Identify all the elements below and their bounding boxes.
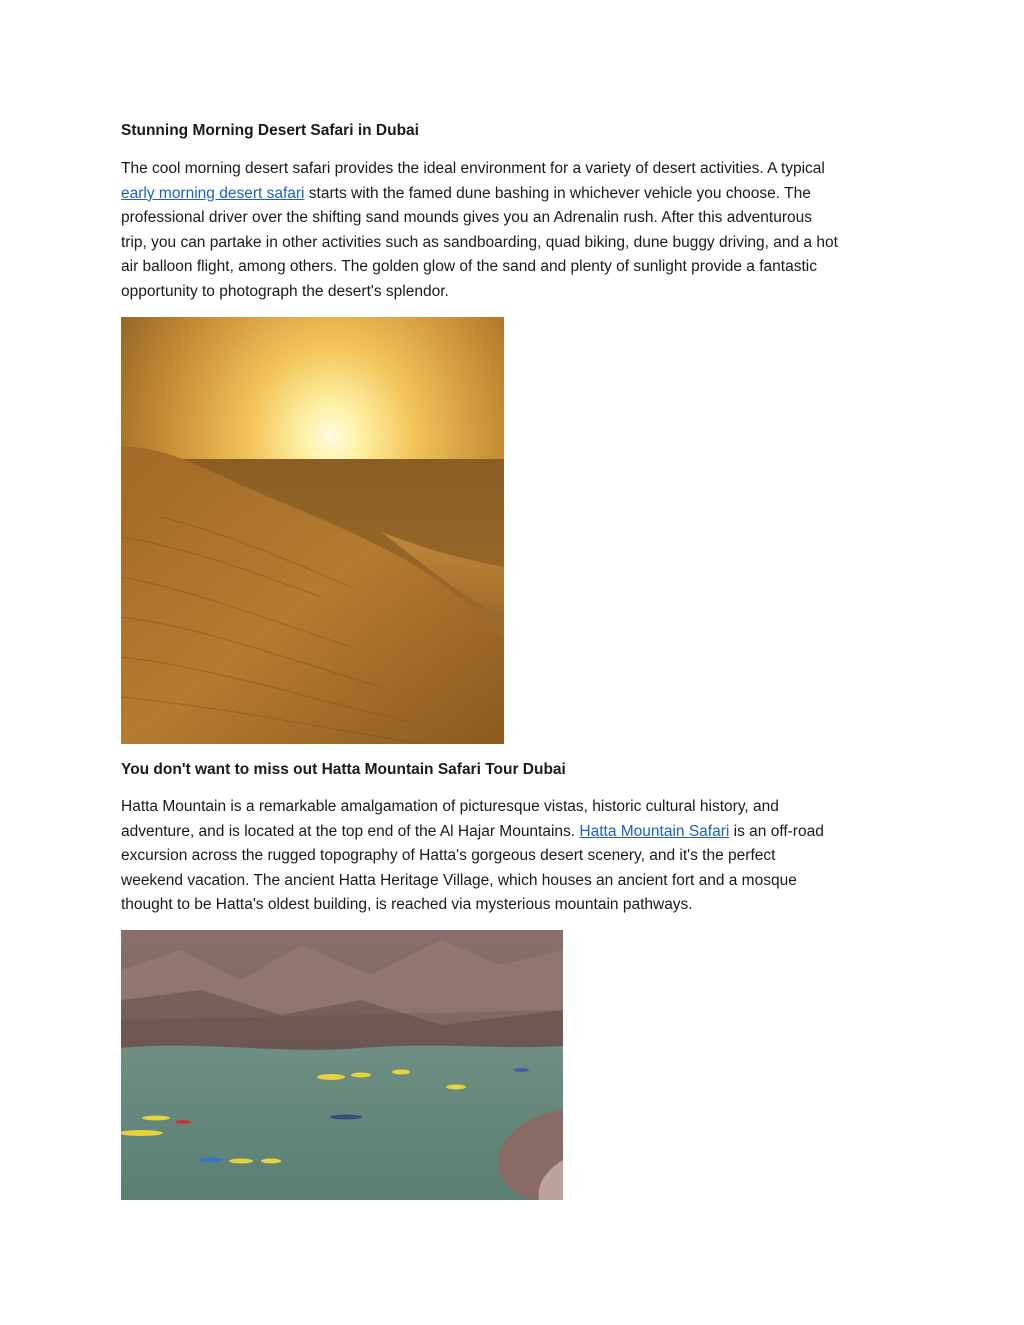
paragraph-line (121, 820, 911, 845)
paragraph-line: air balloon flight, among others. The golden glow of the sand and plenty of sunlight provide a fantastic (121, 258, 817, 275)
desert-safari-paragraph (121, 157, 911, 304)
paragraph-line: opportunity to photograph the desert's splendor. (121, 282, 449, 300)
paragraph-line: weekend vacation. The ancient Hatta Heritage Village, which houses an ancient fort and a mosque (121, 871, 797, 889)
paragraph-line: Hatta Mountain is a remarkable amalgamation of picturesque vistas, historic cultural history, and (121, 798, 779, 815)
paragraph-text: adventure, and is located at the top end of the Al Hajar Mountains. (121, 822, 580, 840)
paragraph-line: professional driver over the shifting sand mounds gives you an Adrenalin rush. After this adventurous (121, 209, 813, 226)
hatta-mountain-paragraph (121, 795, 911, 918)
paragraph-line: excursion across the rugged topography of Hatta's gorgeous desert scenery, and it's the perfect (121, 847, 776, 864)
hatta-lake-kayaks-photo (121, 930, 563, 1200)
desert-sunrise-photo (121, 317, 504, 744)
paragraph-line: The cool morning desert safari provides the ideal environment for a variety of desert activities. A typical (121, 160, 825, 177)
hatta-mountain-safari-link[interactable]: Hatta Mountain Safari (579, 822, 730, 840)
paragraph-line (121, 182, 911, 207)
section-heading-hatta-mountain: You don't want to miss out Hatta Mountain Safari Tour Dubai (121, 761, 566, 778)
section-heading-desert-safari: Stunning Morning Desert Safari in Dubai (121, 122, 419, 139)
paragraph-text: starts with the famed dune bashing in whichever vehicle you choose. The (304, 184, 811, 202)
paragraph-line: trip, you can partake in other activities such as sandboarding, quad biking, dune buggy driving, and a hot (121, 233, 838, 251)
paragraph-text: is an off-road (729, 822, 824, 840)
paragraph-line: thought to be Hatta's oldest building, is reached via mysterious mountain pathways. (121, 896, 693, 913)
early-morning-desert-safari-link[interactable]: early morning desert safari (121, 184, 305, 202)
